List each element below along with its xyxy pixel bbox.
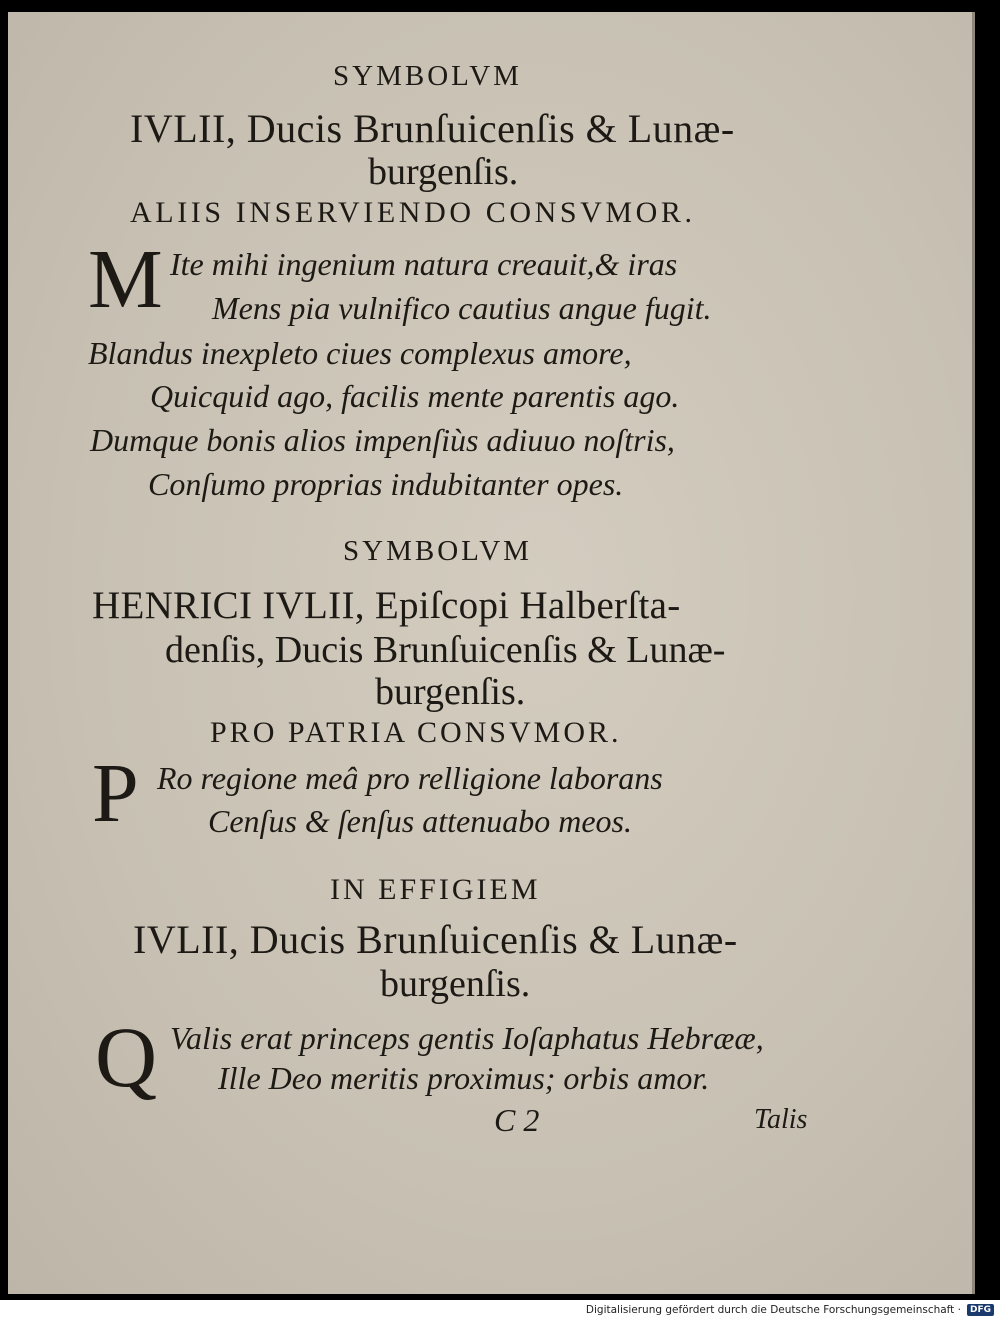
- section3-verse-line2: Ille Deo meritis proximus; orbis amor.: [218, 1060, 710, 1096]
- section2-verse-line1: Ro regione meâ pro relligione laborans: [157, 760, 663, 796]
- section3-heading: IN EFFIGIEM: [330, 873, 541, 906]
- section3-verse-line1: Valis erat princeps gentis Ioſaphatus Hebrææ,: [170, 1020, 764, 1056]
- section1-motto: ALIIS INSERVIENDO CONSVMOR.: [130, 196, 696, 229]
- section3-subject-line1: IVLII, Ducis Brunſuicenſis & Lunæ-: [133, 917, 738, 962]
- section1-verse-line4: Quicquid ago, facilis mente parentis ago.: [150, 378, 680, 414]
- section3-subject-line2: burgenſis.: [380, 963, 531, 1005]
- section2-subject-line3: burgenſis.: [375, 671, 526, 713]
- page-edge: [972, 12, 975, 1294]
- signature-mark: C 2: [494, 1102, 540, 1138]
- section1-subject-line2: burgenſis.: [368, 151, 519, 193]
- dfg-logo: DFG: [967, 1304, 994, 1316]
- section1-verse-line2: Mens pia vulnifico cautius angue fugit.: [212, 290, 712, 326]
- section2-dropcap: P: [92, 747, 139, 840]
- section1-dropcap: M: [88, 233, 163, 326]
- section1-verse-line5: Dumque bonis alios impenſiùs adiuuo noſtris,: [90, 422, 675, 458]
- section2-subject-line2: denſis, Ducis Brunſuicenſis & Lunæ-: [165, 629, 726, 671]
- catchword: Talis: [754, 1104, 808, 1135]
- section3-dropcap: Q: [95, 1009, 158, 1105]
- section1-verse-line1: Ite mihi ingenium natura creauit,& iras: [170, 246, 678, 282]
- section1-verse-line6: Conſumo proprias indubitanter opes.: [148, 466, 624, 502]
- section1-subject-line1: IVLII, Ducis Brunſuicenſis & Lunæ-: [130, 106, 735, 151]
- section2-verse-line2: Cenſus & ſenſus attenuabo meos.: [208, 803, 632, 839]
- section2-motto: PRO PATRIA CONSVMOR.: [210, 716, 622, 749]
- section1-verse-line3: Blandus inexpleto ciues complexus amore,: [88, 335, 632, 371]
- digitization-credit: [586, 1302, 994, 1318]
- section2-heading: SYMBOLVM: [343, 535, 532, 567]
- credit-text: Digitalisierung gefördert durch die Deutsche Forschungsgemeinschaft ·: [585, 1304, 961, 1316]
- section1-heading: SYMBOLVM: [333, 60, 522, 92]
- section2-subject-line1: HENRICI IVLII, Epiſcopi Halberſta-: [92, 584, 681, 627]
